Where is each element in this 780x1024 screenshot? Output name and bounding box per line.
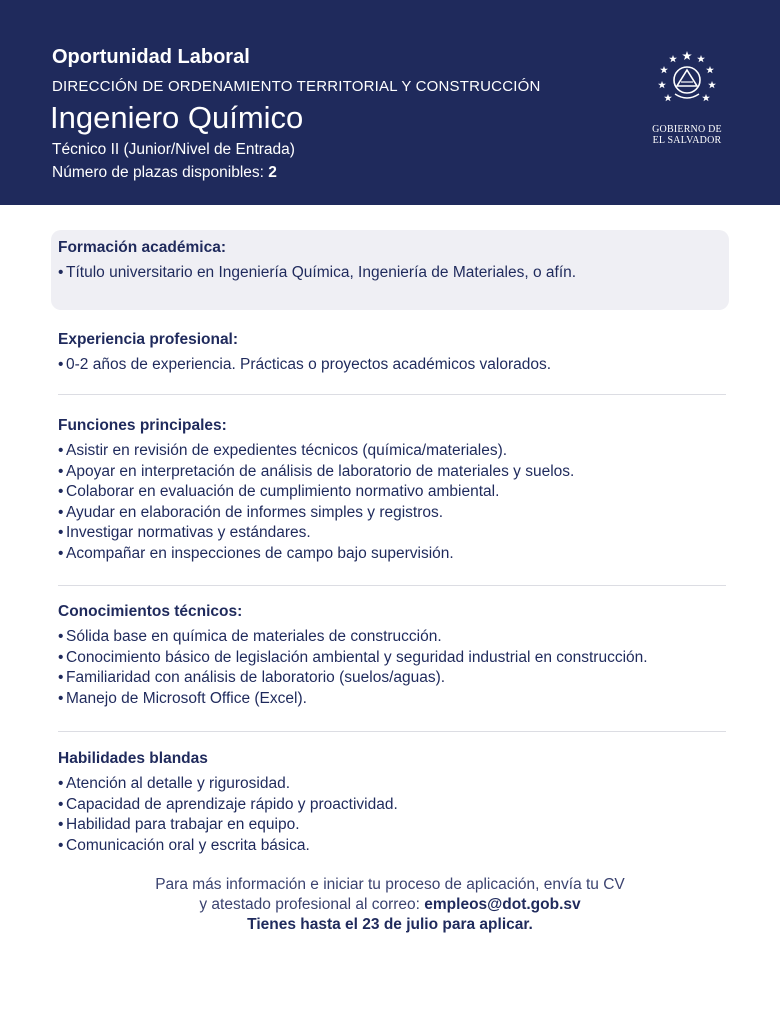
- list-item: • Habilidad para trabajar en equipo.: [58, 816, 300, 833]
- section-functions: [58, 417, 748, 564]
- section-soft-skills: [58, 750, 748, 856]
- application-footer: [0, 875, 780, 935]
- technical-list: [58, 627, 748, 709]
- header-banner: [0, 0, 780, 205]
- list-item: • Asistir en revisión de expedientes técnicos (química/materiales).: [58, 442, 508, 459]
- functions-list: [58, 441, 748, 564]
- list-item: • Apoyar en interpretación de análisis de laboratorio de materiales y suelos.: [58, 462, 575, 480]
- department-name: DIRECCIÓN DE ORDENAMIENTO TERRITORIAL Y CONSTRUCCIÓN: [52, 78, 541, 95]
- list-item: • Sólida base en química de materiales de construcción.: [58, 628, 442, 645]
- deadline-text: Tienes hasta el 23 de julio para aplicar.: [247, 916, 533, 933]
- section-technical: [58, 603, 748, 709]
- section-title: Funciones principales:: [58, 417, 227, 434]
- divider: [58, 585, 726, 586]
- footer-line-2: [0, 895, 780, 915]
- section-title: Experiencia profesional:: [58, 331, 239, 348]
- job-level: Técnico II (Junior/Nivel de Entrada): [52, 141, 295, 158]
- list-item: • Conocimiento básico de legislación ambiental y seguridad industrial en construcción.: [58, 648, 648, 666]
- soft-skills-list: [58, 774, 748, 856]
- section-title: Habilidades blandas: [58, 750, 208, 767]
- education-list: [58, 263, 748, 284]
- seats-value: 2: [268, 164, 277, 181]
- footer-line-2-prefix: y atestado profesional al correo:: [199, 896, 420, 913]
- list-item: • Capacidad de aprendizaje rápido y proactividad.: [58, 795, 398, 813]
- job-title: Ingeniero Químico: [50, 100, 304, 135]
- list-item: • Título universitario en Ingeniería Química, Ingeniería de Materiales, o afín.: [58, 264, 577, 281]
- section-title: Conocimientos técnicos:: [58, 603, 243, 620]
- government-logo: [646, 48, 728, 148]
- list-item: • Ayudar en elaboración de informes simples y registros.: [58, 503, 444, 521]
- list-item: • Investigar normativas y estándares.: [58, 524, 311, 541]
- job-kicker: Oportunidad Laboral: [52, 46, 250, 68]
- footer-line-1: Para más información e iniciar tu proceso de aplicación, envía tu CV: [155, 876, 625, 893]
- list-item: • Comunicación oral y escrita básica.: [58, 836, 310, 854]
- experience-list: [58, 355, 748, 376]
- list-item: • Atención al detalle y rigurosidad.: [58, 775, 291, 792]
- logo-text: [646, 124, 728, 146]
- list-item: • Familiaridad con análisis de laboratorio (suelos/aguas).: [58, 669, 446, 686]
- divider: [58, 731, 726, 732]
- list-item: • 0-2 años de experiencia. Prácticas o proyectos académicos valorados.: [58, 356, 552, 373]
- list-item: • Manejo de Microsoft Office (Excel).: [58, 689, 307, 707]
- divider: [58, 394, 726, 395]
- seats-label: Número de plazas disponibles:: [52, 164, 264, 181]
- contact-email[interactable]: empleos@dot.gob.sv: [424, 896, 581, 913]
- seats-available: [52, 164, 277, 182]
- list-item: • Colaborar en evaluación de cumplimiento normativo ambiental.: [58, 483, 500, 500]
- el-salvador-coat-of-arms-icon: [656, 48, 718, 110]
- logo-line-1: GOBIERNO DE: [652, 124, 722, 135]
- section-education: [58, 239, 748, 284]
- list-item: • Acompañar en inspecciones de campo bajo supervisión.: [58, 544, 454, 562]
- logo-line-2: EL SALVADOR: [652, 135, 722, 146]
- section-experience: [58, 331, 748, 376]
- section-title: Formación académica:: [58, 239, 226, 256]
